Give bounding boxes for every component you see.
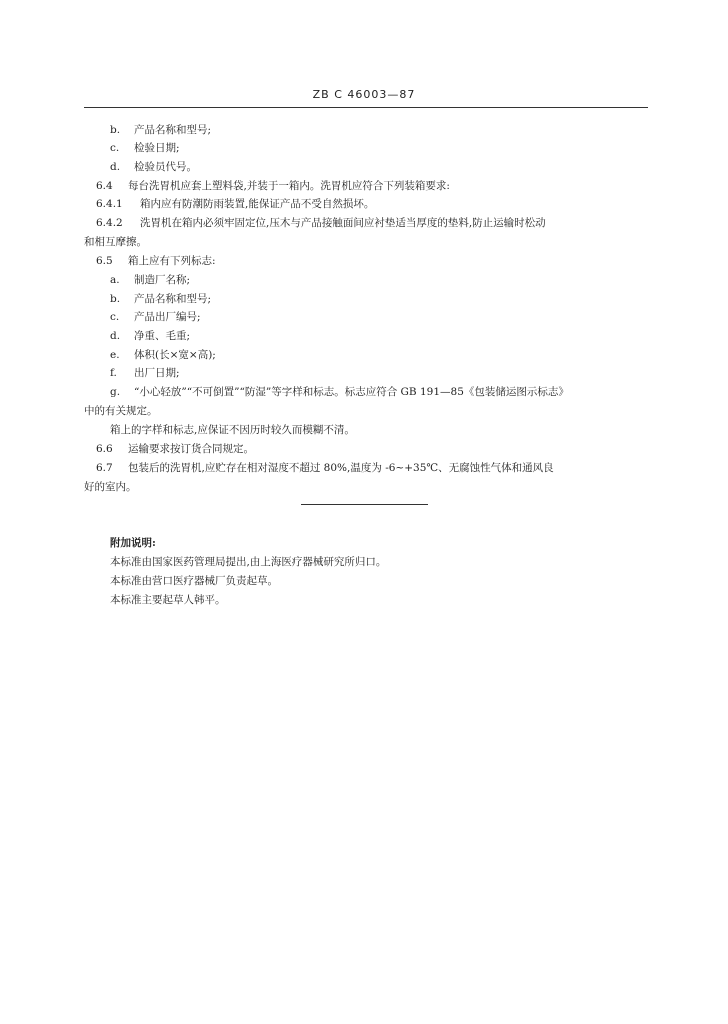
clause-text: 运输要求按订货合同规定。: [128, 443, 254, 455]
list-item: [110, 366, 180, 380]
end-rule: [301, 504, 428, 505]
item-label: e.: [110, 349, 120, 361]
item-label: d.: [110, 330, 121, 342]
list-item: [110, 273, 190, 287]
list-item: [110, 385, 569, 399]
list-item: [110, 348, 216, 362]
note-item: 本标准由国家医药管理局提出,由上海医疗器械研究所归口。: [110, 556, 387, 568]
item-label: b.: [110, 293, 121, 305]
clause: [96, 254, 216, 268]
item-label: f.: [110, 367, 117, 379]
item-text: 检验员代号。: [134, 161, 197, 173]
item-label: c.: [110, 142, 120, 154]
clause: [96, 461, 554, 475]
item-label: d.: [110, 161, 121, 173]
clause-number: 6.4.2: [96, 217, 123, 229]
list-item: [110, 123, 211, 137]
paragraph-text: 箱上的字样和标志,应保证不因历时较久而模糊不清。: [110, 424, 355, 436]
clause-text: 每台洗胃机应套上塑料袋,并装于一箱内。洗胃机应符合下列装箱要求:: [128, 180, 450, 192]
item-label: c.: [110, 311, 120, 323]
item-text: 产品出厂编号;: [134, 311, 201, 323]
paragraph: [110, 423, 355, 437]
clause-text: 好的室内。: [84, 481, 137, 493]
list-item: [110, 141, 180, 155]
clause-number: 6.6: [96, 443, 113, 455]
clause-continuation: [84, 235, 147, 249]
item-label: b.: [110, 124, 121, 136]
clause: [96, 442, 254, 456]
clause-text: 中的有关规定。: [84, 405, 158, 417]
clause-text: 洗胃机在箱内必须牢固定位,压木与产品接触面间应衬垫适当厚度的垫料,防止运输时松动: [140, 217, 546, 229]
item-text: “小心轻放”“不可倒置”“防湿”等字样和标志。标志应符合 GB 191—85《包装储运图示标志》: [134, 386, 569, 398]
item-text: 检验日期;: [134, 142, 180, 154]
note-item: 本标准主要起草人韩平。: [110, 594, 226, 606]
notes-title: 附加说明:: [110, 537, 156, 549]
item-text: 产品名称和型号;: [134, 293, 212, 305]
note-item: 本标准由营口医疗器械厂负责起草。: [110, 575, 278, 587]
clause-number: 6.4: [96, 180, 113, 192]
clause: [96, 216, 546, 230]
standard-code: ZB C 46003—87: [312, 88, 416, 101]
clause-text: 箱内应有防潮防雨装置,能保证产品不受自然损坏。: [140, 198, 375, 210]
clause-text: 和相互摩擦。: [84, 236, 147, 248]
item-label: a.: [110, 274, 120, 286]
item-text: 体积(长×宽×高);: [134, 349, 216, 361]
item-label: g.: [110, 386, 121, 398]
clause-continuation: [84, 404, 158, 418]
list-item: [110, 292, 211, 306]
item-text: 产品名称和型号;: [134, 124, 212, 136]
clause-text: 箱上应有下列标志:: [128, 255, 216, 267]
item-text: 制造厂名称;: [134, 274, 191, 286]
item-text: 净重、毛重;: [134, 330, 191, 342]
header-rule: [84, 107, 648, 108]
clause-continuation: [84, 480, 137, 494]
list-item: [110, 160, 197, 174]
clause: [96, 197, 374, 211]
list-item: [110, 310, 201, 324]
clause-number: 6.4.1: [96, 198, 123, 210]
list-item: [110, 329, 190, 343]
clause: [96, 179, 450, 193]
item-text: 出厂日期;: [134, 367, 180, 379]
clause-text: 包装后的洗胃机,应贮存在相对湿度不超过 80%,温度为 -6~+35℃、无腐蚀性气体和通风良: [128, 462, 554, 474]
clause-number: 6.5: [96, 255, 113, 267]
clause-number: 6.7: [96, 462, 113, 474]
